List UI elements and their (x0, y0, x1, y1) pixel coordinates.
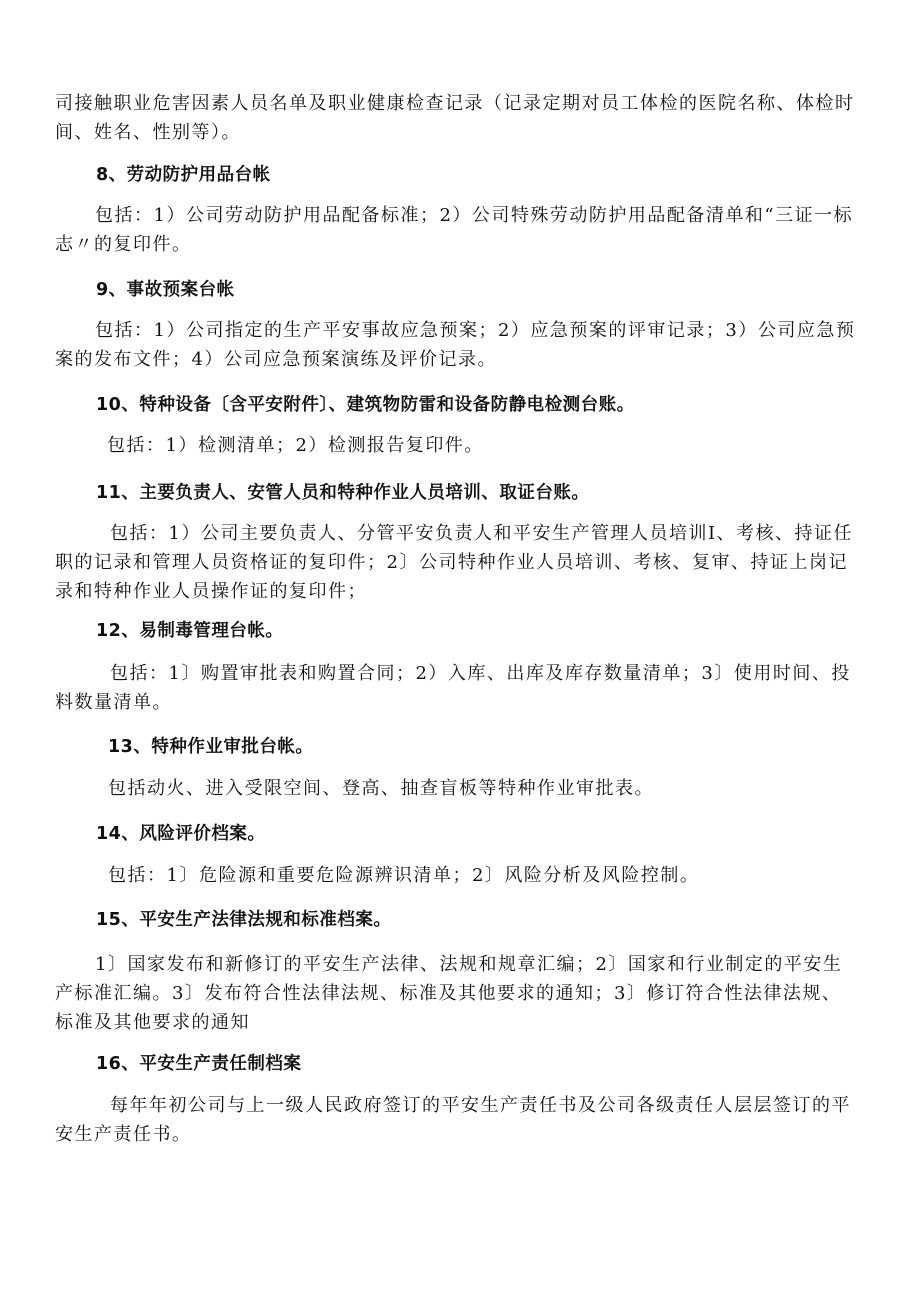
section-heading-11: 11、主要负责人、安管人员和特种作业人员培训、取证台账。 (96, 483, 590, 503)
section-heading-16: 16、平安生产责任制档案 (96, 1054, 302, 1074)
paragraph-section-11: 包括：1）公司主要负责人、分管平安负责人和平安生产管理人员培训I、考核、持证任职的记录和管理人员资格证的复印件；2〕公司特种作业人员培训、考核、复审、持证上岗记录和特种作业人员操作证的复印件； (55, 523, 854, 602)
section-heading-14: 14、风险评价档案。 (96, 824, 266, 844)
section-heading-12: 12、易制毒管理台帐。 (96, 621, 284, 641)
paragraph-section-12: 包括：1〕购置审批表和购置合同；2）入库、出库及库存数量清单；3〕使用时间、投料数量清单。 (55, 663, 851, 713)
paragraph-section-15: 1〕国家发布和新修订的平安生产法律、法规和规章汇编；2〕国家和行业制定的平安生产标准汇编。3〕发布符合性法律法规、标准及其他要求的通知；3〕修订符合性法律法规、标准及其他要求的通知 (55, 954, 843, 1033)
section-heading-10: 10、特种设备〔含平安附件〕、建筑物防雷和设备防静电检测台账。 (96, 395, 635, 415)
section-heading-8: 8、劳动防护用品台帐 (96, 165, 271, 185)
paragraph-health-records: 司接触职业危害因素人员名单及职业健康检查记录（记录定期对员工体检的医院名称、体检时间、姓名、性别等）。 (55, 93, 855, 143)
paragraph-section-16: 每年年初公司与上一级人民政府签订的平安生产责任书及公司各级责任人层层签订的平安生产责任书。 (55, 1095, 851, 1145)
section-heading-15: 15、平安生产法律法规和标准档案。 (96, 910, 392, 930)
section-heading-13: 13、特种作业审批台帐。 (108, 737, 314, 757)
paragraph-section-9: 包括：1）公司指定的生产平安事故应急预案；2）应急预案的评审记录；3）公司应急预案的发布文件；4）公司应急预案演练及评价记录。 (55, 320, 856, 370)
paragraph-section-13: 包括动火、进入受限空间、登高、抽查盲板等特种作业审批表。 (108, 778, 654, 799)
paragraph-section-10: 包括：1）检测清单；2）检测报告复印件。 (107, 435, 484, 456)
section-heading-9: 9、事故预案台帐 (96, 280, 235, 300)
paragraph-section-14: 包括：1〕危险源和重要危险源辨识清单；2〕风险分析及风险控制。 (108, 865, 700, 886)
paragraph-section-8: 包括：1）公司劳动防护用品配备标准；2）公司特殊劳动防护用品配备清单和“三证一标志〃的复印件。 (55, 205, 854, 255)
